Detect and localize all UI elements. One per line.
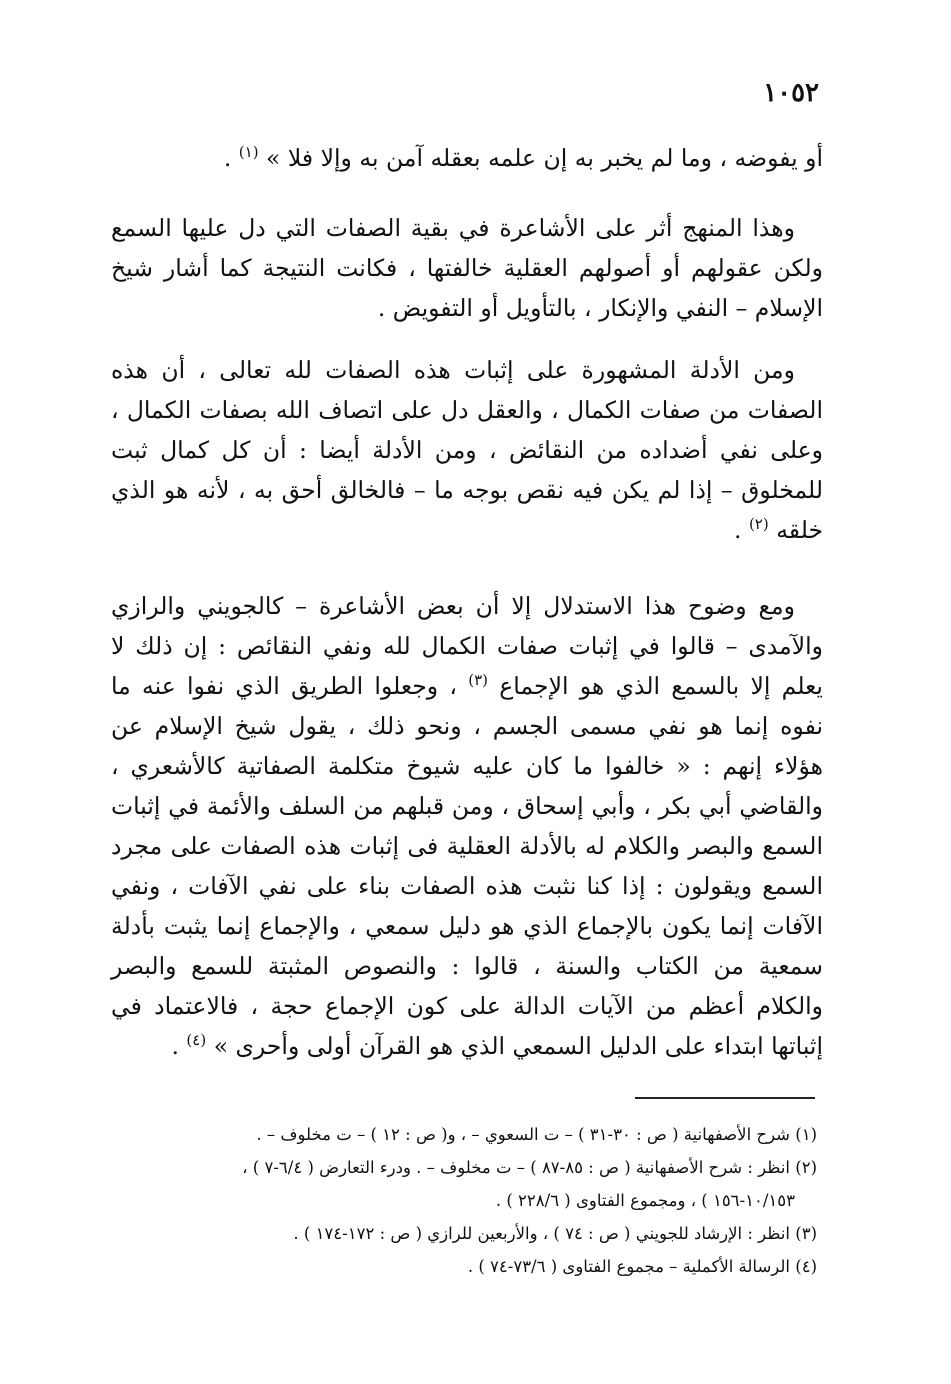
footnotes <box>117 1118 817 1283</box>
footnote-4: (٤) الرسالة الأكملية – مجموع الفتاوى ( ٧٣/٦-٧٤ ) . <box>467 1257 817 1276</box>
footnote-ref-4: (٤) <box>186 1031 207 1050</box>
paragraph-4 <box>111 586 823 1066</box>
paragraph-3-tail: . <box>733 516 749 544</box>
footnote-separator <box>635 1097 815 1099</box>
footnote-3: (٣) انظر : الإرشاد للجويني ( ص : ٧٤ ) ، والأربعين للرازي ( ص : ١٧٢-١٧٤ ) . <box>293 1224 817 1243</box>
paragraph-2 <box>111 208 823 328</box>
footnote-1: (١) شرح الأصفهانية ( ص : ٣٠-٣١ ) – ت السعوي – ، و( ص : ١٢ ) – ت مخلوف – . <box>256 1125 817 1144</box>
footnote-ref-3: (٣) <box>468 671 488 690</box>
paragraph-3 <box>111 350 823 550</box>
paragraph-3-text: ومن الأدلة المشهورة على إثبات هذه الصفات لله تعالى ، أن هذه الصفات من صفات الكمال ، والعقل دل على اتصاف الله بصفات الكمال ، وعلى نفي أضداده من النقائض ، ومن الأدلة أيضا : أن كل كمال ثبت للمخلوق – إذا لم يكن فيه نقص بوجه ما – فالخالق أحق به ، لأنه هو الذي خلقه <box>111 356 823 544</box>
footnote-2: (٢) انظر : شرح الأصفهانية ( ص : ٨٥-٨٧ ) – ت مخلوف – . ودرء التعارض ( ٦/٤-٧ ) ، <box>242 1158 817 1177</box>
paragraph-2-text: وهذا المنهج أثر على الأشاعرة في بقية الصفات التي دل عليها السمع ولكن عقولهم أو أصولهم العقلية خالفتها ، فكانت النتيجة كما أشار شيخ الإسلام – النفي والإنكار ، بالتأويل أو التفويض . <box>111 214 823 322</box>
paragraph-4-tail: . <box>171 1032 187 1060</box>
paragraph-1-text: أو يفوضه ، وما لم يخبر به إن علمه بعقله آمن به وإلا فلا » <box>266 144 823 172</box>
footnote-2-continued: ١٠/١٥٣-١٥٦ ) ، ومجموع الفتاوى ( ٢٢٨/٦ ) . <box>495 1191 795 1210</box>
paragraph-1 <box>111 138 823 178</box>
paragraph-4-text-b: ، وجعلوا الطريق الذي نفوا عنه ما نفوه إنما هو نفي مسمى الجسم ، ونحو ذلك ، يقول شيخ الإسلام عن هؤلاء إنهم : « خالفوا ما كان عليه شيوخ متكلمة الصفاتية كالأشعري ، والقاضي أبي بكر ، وأبي إسحاق ، ومن قبلهم من السلف والأئمة في إثبات السمع والبصر والكلام له بالأدلة العقلية فى إثبات هذه الصفات على مجرد السمع ويقولون : إذا كنا نثبت هذه الصفات بناء على نفي الآفات ، ونفي الآفات إنما يكون بالإجماع الذي هو دليل سمعي ، والإجماع إنما يثبت بأدلة سمعية من الكتاب والسنة ، قالوا : والنصوص المثبتة للسمع والبصر والكلام أعظم من الآيات الدالة على كون الإجماع حجة ، فالاعتماد في إثباتها ابتداء على الدليل السمعي الذي هو القرآن أولى وأحرى » <box>111 672 823 1060</box>
page-number: ١٠٥٢ <box>763 78 819 108</box>
footnote-ref-2: (٢) <box>748 515 769 534</box>
main-text <box>111 138 823 1088</box>
paragraph-1-tail: . <box>223 144 239 172</box>
footnote-ref-1: (١) <box>238 143 259 162</box>
paragraph-4-text-a: ومع وضوح هذا الاستدلال إلا أن بعض الأشاعرة – كالجويني والرازي والآمدى – قالوا في إثبات صفات الكمال لله ونفي النقائص : إن ذلك لا يعلم إلا بالسمع الذي هو الإجماع <box>111 592 823 700</box>
